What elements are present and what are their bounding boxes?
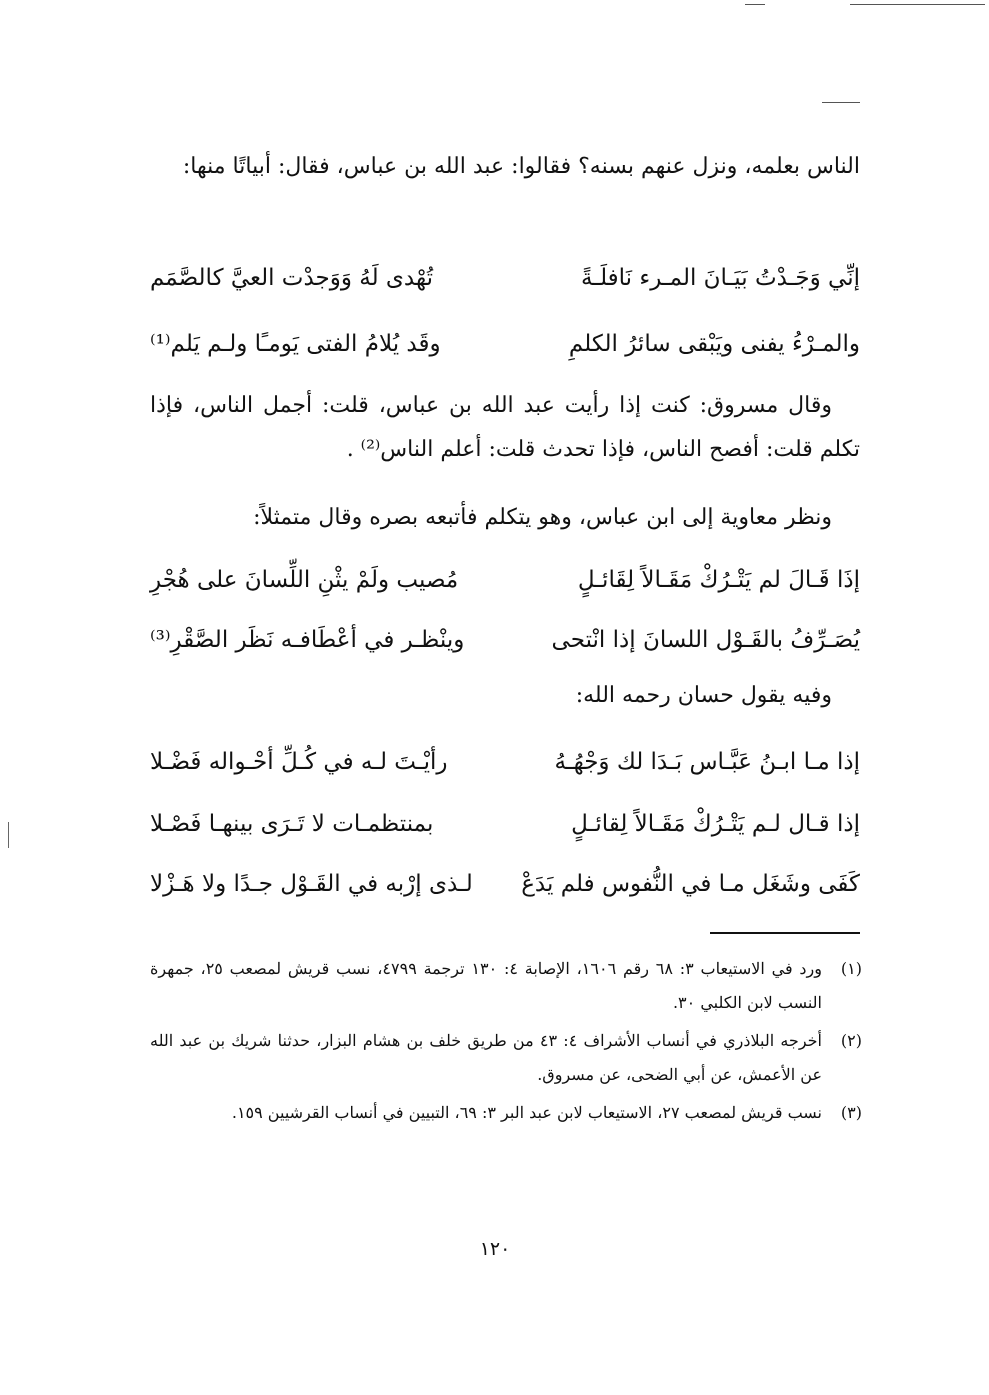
verse-line	[150, 796, 860, 852]
paragraph-intro: الناس بعلمه، ونزل عنهم بسنه؟ فقالوا: عبد الله بن عباس، فقال: أبياتًا منها:	[182, 154, 860, 179]
footnote-separator	[710, 932, 860, 934]
footnote-2	[150, 1024, 862, 1092]
verse-hemistich-first: إنِّي وَجَـدْتُ بَيَـانَ المـرء نَافلَـةً	[581, 265, 860, 291]
footnote-number: (٣)	[840, 1103, 862, 1122]
verse-line	[150, 316, 860, 372]
footnote-text: ورد في الاستيعاب ٣: ٦٨ رقم ١٦٠٦، الإصابة ٤: ١٣٠ ترجمة ٤٧٩٩، نسب قريش لمصعب ٢٥، جمهرة النسب لابن الكلبي ٣٠.	[150, 959, 822, 1012]
verse-hemistich-second: بمنتظمـات لا تَـرَى بينهـا فَصْـلا	[150, 811, 434, 837]
verse-hemistich-first: إذا مـا ابـنُ عَبَّـاس بَـدَا لك وَجْهُـهُ	[554, 749, 860, 775]
paragraph-hassan: وفيه يقول حسان رحمه الله:	[575, 683, 832, 708]
verse-hemistich-second: رأيْـتَ لـه في كُـلِّ أحْـواله فَضْـلا	[150, 749, 448, 775]
verse-hemistich-second: لـذى إرْبه في القَـوْل جـدًا ولا هَـزْلا	[150, 871, 473, 897]
edge-mark	[8, 822, 9, 848]
verse-line	[150, 250, 860, 306]
scan-mark	[850, 4, 985, 5]
footnote-number: (٢)	[840, 1031, 862, 1050]
verse-hemistich-first: يُصَـرِّفُ بالقَـوْل اللسانَ إذا انْتحى	[551, 627, 860, 653]
verse-hemistich-second: تُهْدى لَهُ وَوَجدْت العيَّ كالصَّمَم	[150, 265, 433, 291]
verse-hemistich-second: مُصيب ولَمْ يثْنِ اللِّسانَ على هُجْرِ	[150, 567, 459, 593]
footnote-3	[150, 1096, 862, 1130]
verse-line	[150, 612, 860, 668]
scan-mark	[822, 102, 860, 103]
paragraph-muawiya: ونظر معاوية إلى ابن عباس، وهو يتكلم فأتبعه بصره وقال متمثلاً:	[253, 505, 832, 530]
verse-hemistich-first: إذَا قَـالَ لم يَتْـرُكْ مَقَـالاً لِقَائـلٍ	[577, 567, 860, 593]
verse-hemistich-second: وينْظـر في أعْطَافـه نَظَر الصَّقْرِ⁽³⁾	[150, 627, 465, 653]
footnote-text: أخرجه البلاذري في أنساب الأشراف ٤: ٤٣ من طريق خلف بن هشام البزار، حدثنا شريك بن عبد الله عن الأعمش، عن أبي الضحى، عن مسروق.	[150, 1031, 822, 1084]
footnote-text: نسب قريش لمصعب ٢٧، الاستيعاب لابن عبد البر ٣: ٦٩، التبيين في أنساب القرشيين ١٥٩.	[231, 1103, 822, 1122]
verse-hemistich-first: إذا قـال لـم يَتْـرُكْ مَقَـالاً لِقائـلٍ	[571, 811, 860, 837]
verse-hemistich-first: كَفَى وشَغَل مـا في النُّفوس فلم يَدَعْ	[521, 871, 860, 897]
verse-line	[150, 552, 860, 608]
verse-line	[150, 856, 860, 912]
scan-mark	[745, 4, 765, 5]
page-number: ١٢٠	[479, 1238, 511, 1260]
verse-line	[150, 734, 860, 790]
verse-hemistich-second: وقَد يُلامُ الفتى يَومـًا ولـم يَلم⁽¹⁾	[150, 331, 441, 357]
footnote-1	[150, 952, 862, 1020]
footnote-number: (١)	[840, 959, 862, 978]
paragraph-masruq: وقال مسروق: كنت إذا رأيت عبد الله بن عباس، قلت: أجمل الناس، فإذا تكلم قلت: أفصح الناس، فإذا تحدث قلت: أعلم الناس⁽²⁾ .	[150, 393, 860, 462]
verse-hemistich-first: والمـرْءُ يفنى ويَبْقى سائرُ الكلمِ	[568, 331, 860, 357]
